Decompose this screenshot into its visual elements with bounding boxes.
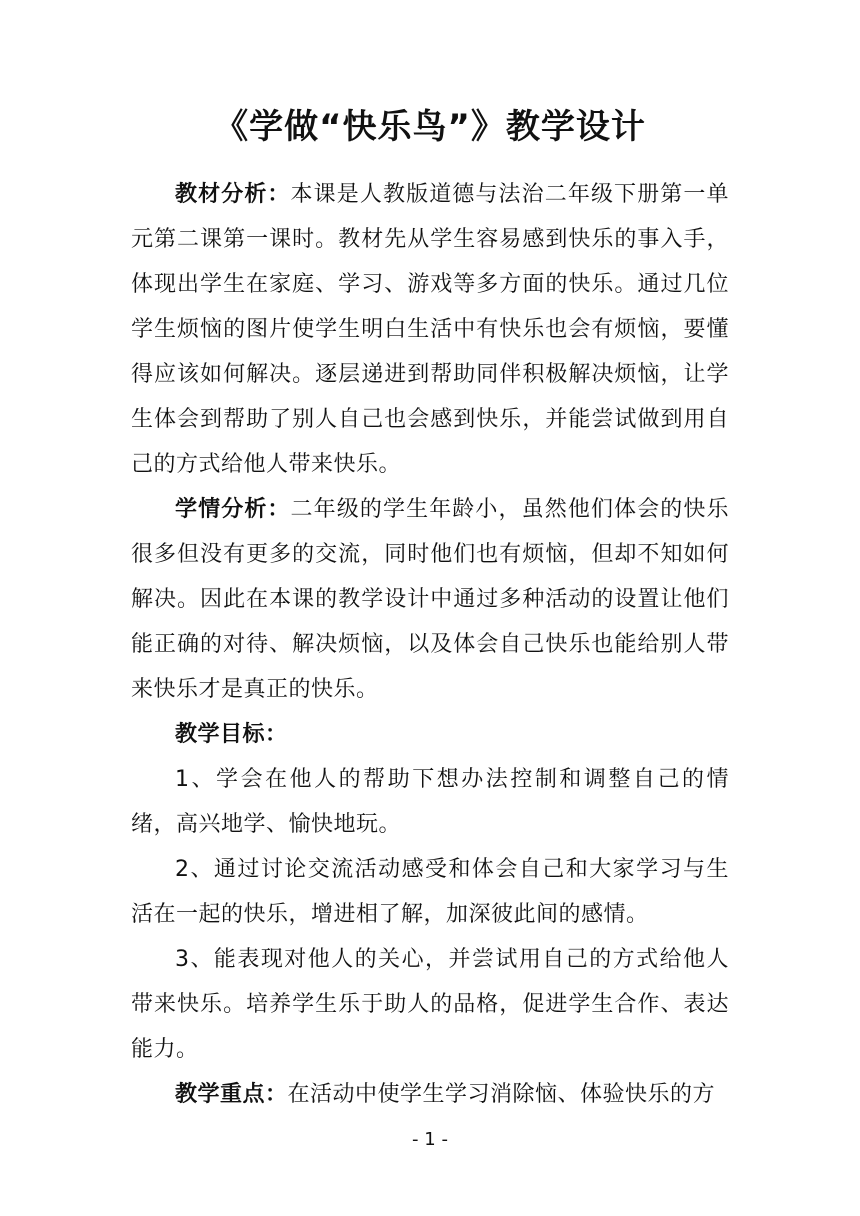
paragraph-teaching-focus: [131, 1072, 729, 1117]
paragraph-goal-1: [131, 757, 729, 847]
paragraph-text: 本课是人教版道德与法治二年级下册第一单元第二课第一课时。教材先从学生容易感到快乐的事入手，体现出学生在家庭、学习、游戏等多方面的快乐。通过几位学生烦恼的图片使学生明白生活中有快乐也会有烦恼，要懂得应该如何解决。逐层递进到帮助同伴积极解决烦恼，让学生体会到帮助了别人自己也会感到快乐，并能尝试做到用自己的方式给他人带来快乐。: [131, 182, 729, 477]
paragraph-goal-2: [131, 847, 729, 937]
document-body: [131, 172, 729, 1117]
paragraph-goal-3: [131, 937, 729, 1072]
paragraph-label: 教学目标：: [175, 722, 288, 747]
paragraph-label: 教材分析：: [175, 182, 291, 207]
paragraph-label: 学情分析：: [175, 497, 291, 522]
paragraph-label: 教学重点：: [175, 1082, 288, 1107]
paragraph-text: 2、通过讨论交流活动感受和体会自己和大家学习与生活在一起的快乐，增进相了解，加深彼此间的感情。: [131, 857, 729, 927]
paragraph-text: 3、能表现对他人的关心，并尝试用自己的方式给他人带来快乐。培养学生乐于助人的品格，促进学生合作、表达能力。: [131, 947, 729, 1062]
paragraph-text: 在活动中使学生学习消除恼、体验快乐的方: [287, 1082, 716, 1107]
paragraph-textbook-analysis: [131, 172, 729, 487]
paragraph-text: 二年级的学生年龄小，虽然他们体会的快乐很多但没有更多的交流，同时他们也有烦恼，但却不知如何解决。因此在本课的教学设计中通过多种活动的设置让他们能正确的对待、解决烦恼，以及体会自己快乐也能给别人带来快乐才是真正的快乐。: [131, 497, 729, 702]
paragraph-teaching-goals: [131, 712, 729, 757]
paragraph-text: 1、学会在他人的帮助下想办法控制和调整自己的情绪，高兴地学、愉快地玩。: [131, 767, 729, 837]
document-title: 《学做“快乐鸟”》教学设计: [214, 107, 646, 147]
paragraph-student-analysis: [131, 487, 729, 712]
page-number: - 1 -: [412, 1129, 448, 1150]
